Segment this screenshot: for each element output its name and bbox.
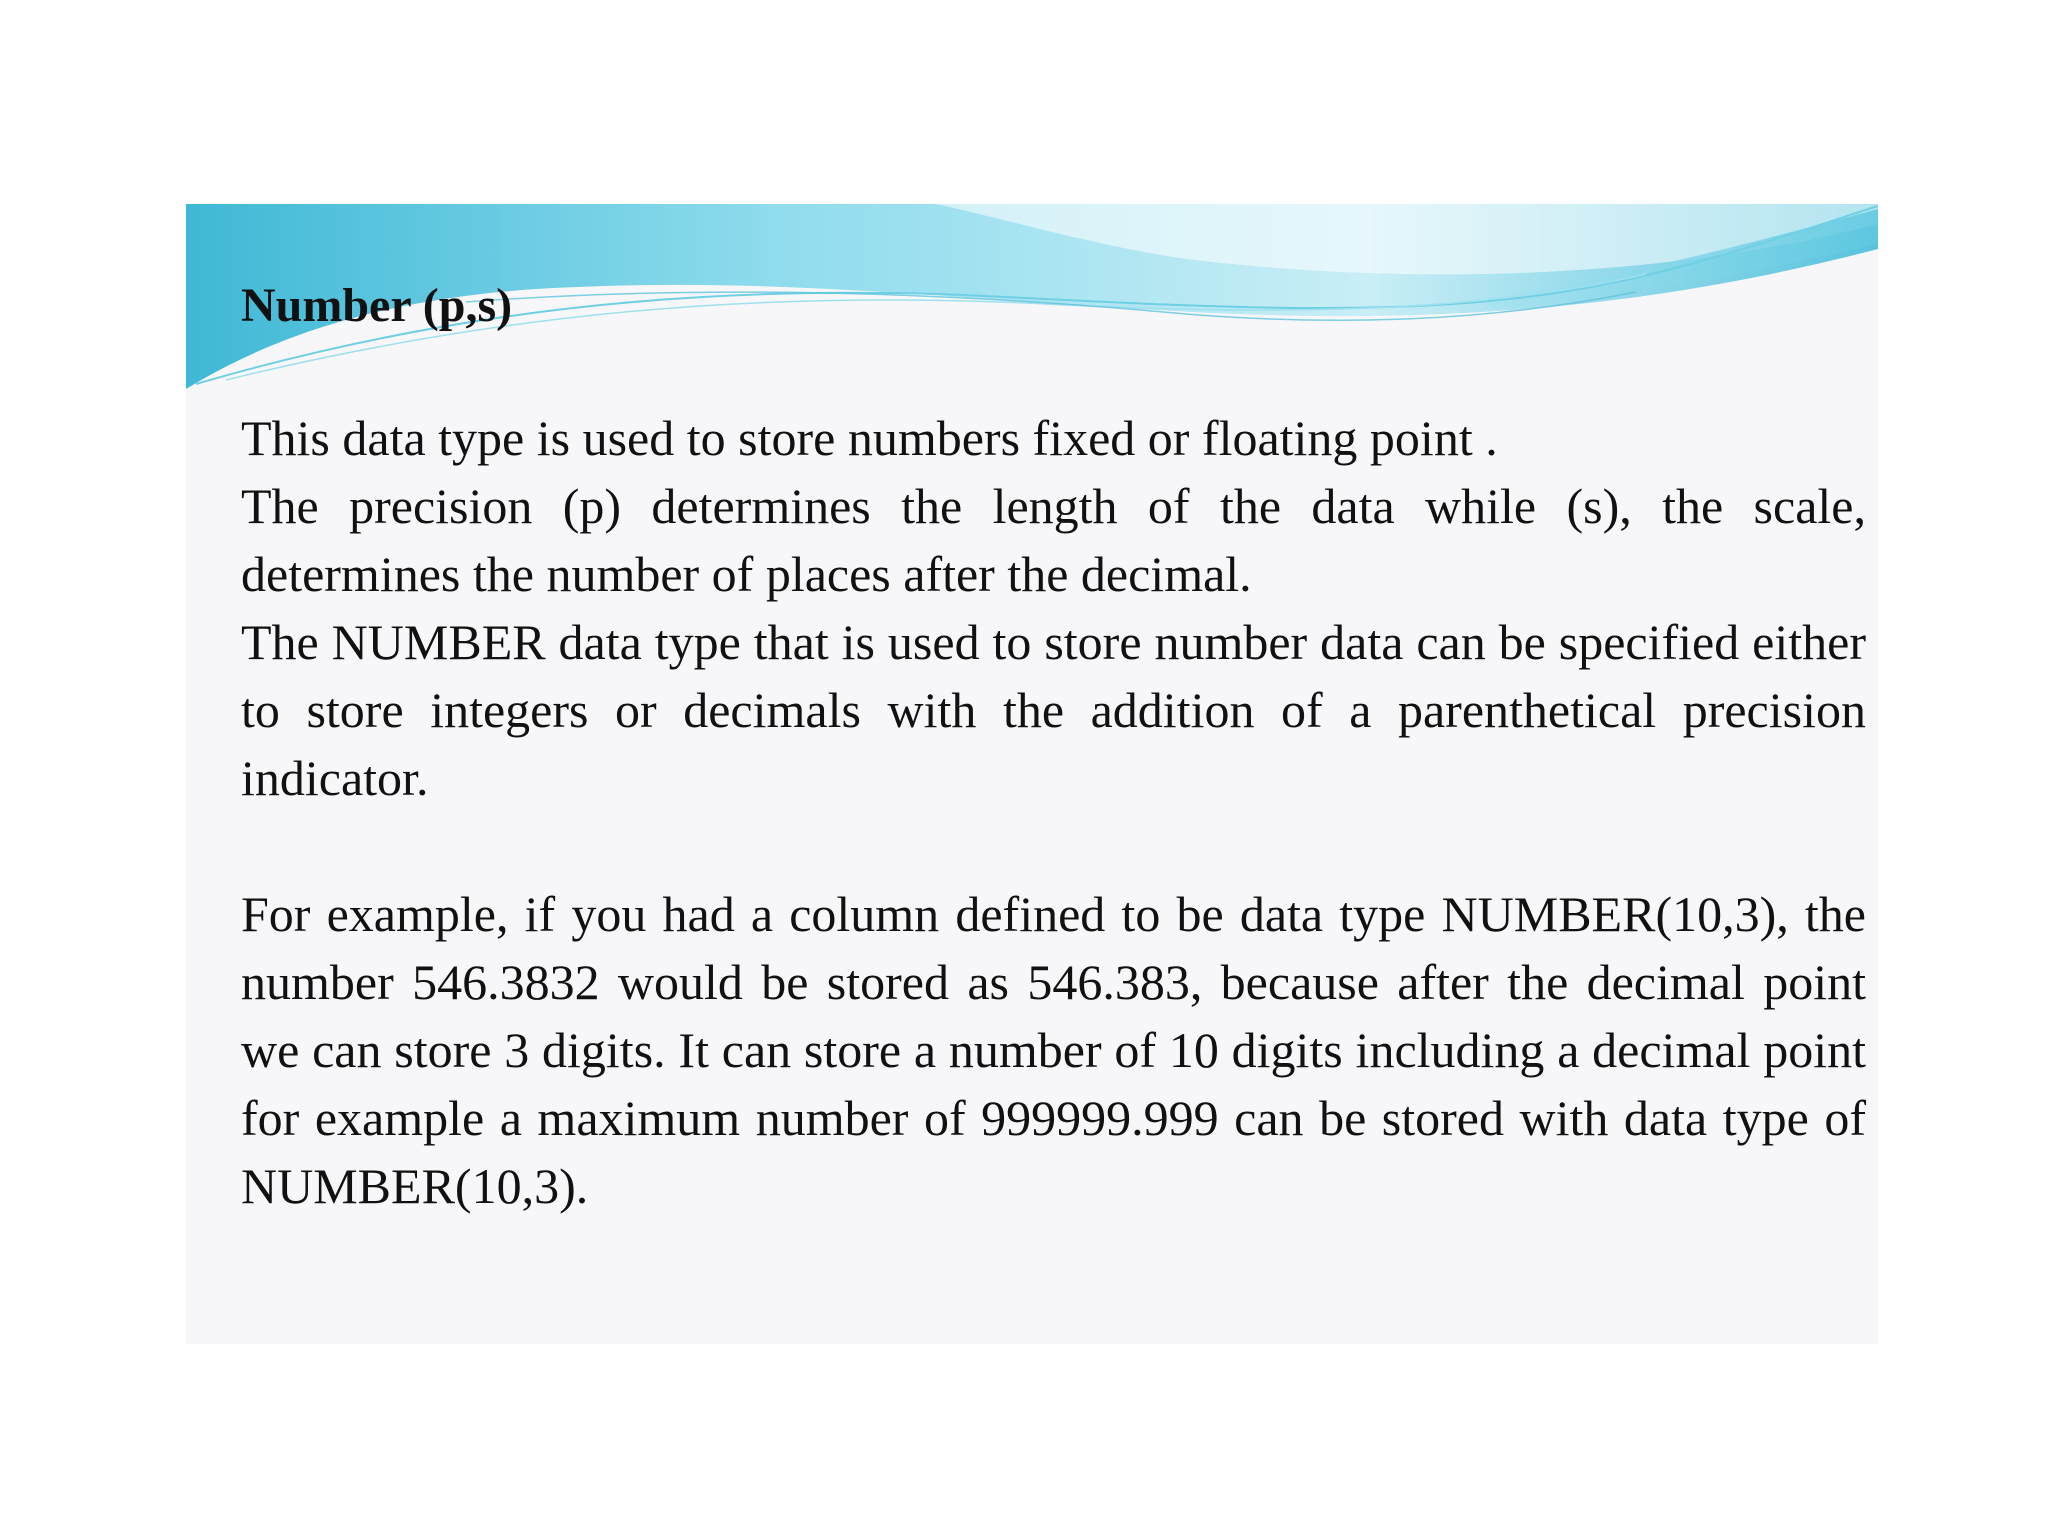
slide: [186, 204, 1878, 1344]
slide-title: Number (p,s): [241, 279, 513, 332]
paragraph-intro: This data type is used to store numbers fixed or floating point .: [241, 410, 1498, 466]
paragraph-spacer: [241, 812, 1866, 880]
paragraph-number-type: The NUMBER data type that is used to store number data can be specified either to store integers or decimals with the addition of a parenthetical precision indicator.: [241, 614, 1866, 806]
paragraph-precision: The precision (p) determines the length of the data while (s), the scale, determines the number of places after the decimal.: [241, 478, 1866, 602]
paragraph-example: For example, if you had a column defined to be data type NUMBER(10,3), the number 546.3832 would be stored as 546.383, because after the decimal point we can store 3 digits. It can store a number of 10 digits including a decimal point for example a maximum number of 999999.999 can be stored with data type of NUMBER(10,3).: [241, 886, 1866, 1214]
slide-body: [241, 404, 1866, 1220]
